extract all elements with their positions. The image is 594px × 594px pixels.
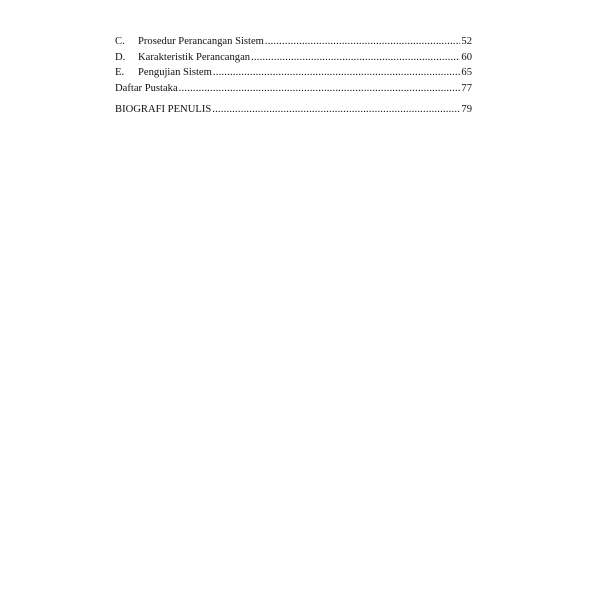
- dot-leader: [251, 50, 460, 66]
- toc-entry-page-number: 77: [461, 82, 472, 94]
- toc-entry-letter: E.: [115, 67, 125, 78]
- dot-leader: [212, 102, 460, 118]
- toc-entry-biografi-penulis[interactable]: [115, 102, 472, 118]
- toc-entry-prosedur-perancangan-sistem[interactable]: [115, 34, 472, 50]
- toc-entry-karakteristik-perancangan[interactable]: [115, 50, 472, 66]
- toc-entry-page-number: 65: [461, 67, 472, 78]
- toc-entry-page-number: 79: [461, 104, 472, 115]
- toc-entry-title: Daftar Pustaka: [115, 82, 178, 94]
- dot-leader: [265, 34, 460, 50]
- toc-entry-letter: D.: [115, 51, 126, 63]
- toc-entry-title: Pengujian Sistem: [138, 67, 212, 78]
- toc-entry-title: Prosedur Perancangan Sistem: [138, 36, 264, 47]
- toc-entry-pengujian-sistem[interactable]: [115, 65, 472, 81]
- toc-entry-page-number: 52: [461, 36, 472, 47]
- toc-entry-title: BIOGRAFI PENULIS: [115, 104, 212, 115]
- table-of-contents: [115, 34, 472, 118]
- toc-entry-page-number: 60: [461, 51, 472, 63]
- toc-entry-letter: C.: [115, 36, 125, 47]
- dot-leader: [179, 81, 461, 97]
- toc-entry-title: Karakteristik Perancangan: [138, 51, 251, 63]
- toc-entry-daftar-pustaka[interactable]: [115, 81, 472, 97]
- dot-leader: [213, 65, 461, 81]
